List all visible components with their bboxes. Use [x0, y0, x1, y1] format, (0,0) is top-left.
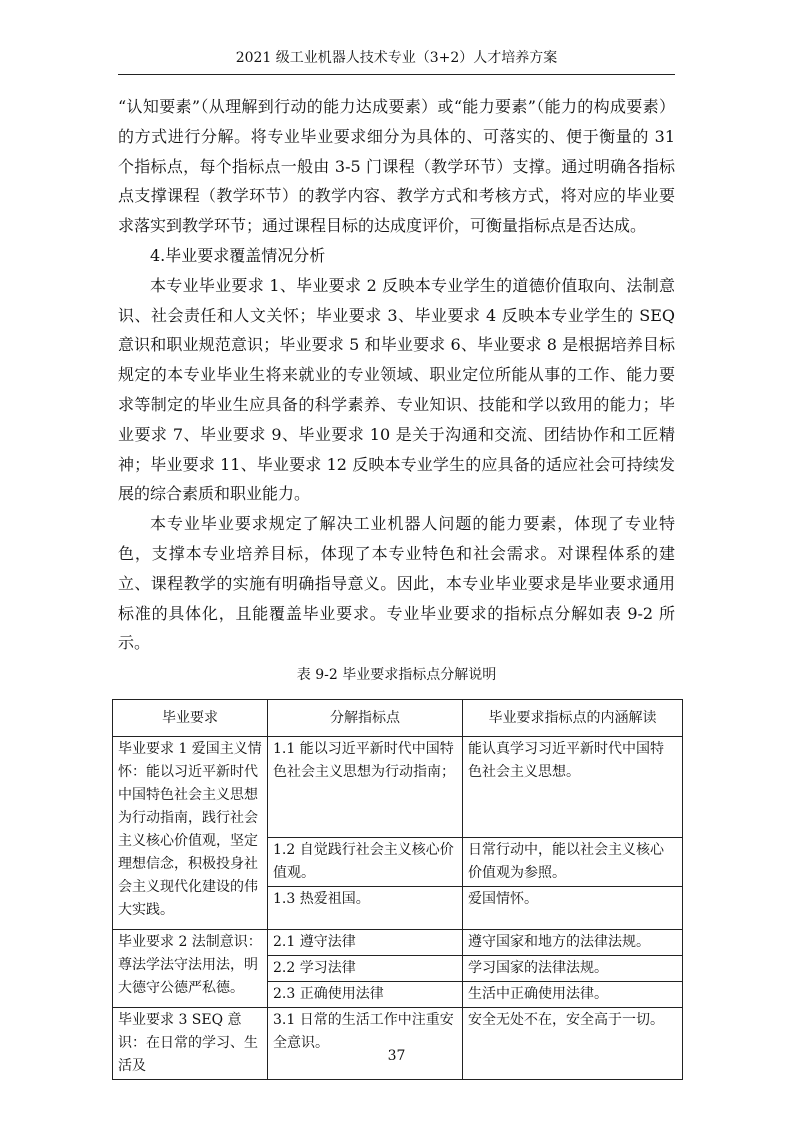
indicator-cell: 1.1 能以习近平新时代中国特色社会主义思想为行动指南； [268, 737, 463, 838]
requirement-cell: 毕业要求 2 法制意识：尊法学法守法用法，明大德守公德严私德。 [113, 930, 268, 1008]
table-row [113, 737, 683, 838]
table-row [113, 1008, 683, 1080]
interpretation-cell: 日常行动中，能以社会主义核心价值观为参照。 [463, 838, 683, 887]
indicator-cell: 1.2 自觉践行社会主义核心价值观。 [268, 838, 463, 887]
requirement-cell: 毕业要求 1 爱国主义情怀：能以习近平新时代中国特色社会主义思想为行动指南，践行社会主义核心价值观，坚定理想信念，积极投身社会主义现代化建设的伟大实践。 [113, 737, 268, 930]
section-heading: 4.毕业要求覆盖情况分析 [150, 245, 326, 265]
column-header-indicator: 分解指标点 [268, 700, 463, 737]
indicator-cell: 2.2 学习法律 [268, 956, 463, 982]
page-number: 37 [387, 1048, 406, 1064]
interpretation-cell: 爱国情怀。 [463, 887, 683, 930]
table-header-row [113, 700, 683, 737]
requirements-table [112, 699, 683, 1080]
indicator-cell: 2.3 正确使用法律 [268, 982, 463, 1008]
paragraph-summary: 本专业毕业要求规定了解决工业机器人问题的能力要素，体现了专业特色，支撑本专业培养目标，体现了本专业特色和社会需求。对课程体系的建立、课程教学的实施有明确指导意义。因此，本专业毕业要求是毕业要求通用标准的具体化，且能覆盖毕业要求。专业毕业要求的指标点分解如表 9-2 所示。 [118, 514, 675, 653]
table-caption: 表 9-2 毕业要求指标点分解说明 [296, 667, 497, 683]
interpretation-cell: 遵守国家和地方的法律法规。 [463, 930, 683, 956]
table-row [113, 930, 683, 956]
requirement-cell: 毕业要求 3 SEQ 意识：在日常的学习、生活及 [113, 1008, 268, 1080]
paragraph-coverage: 本专业毕业要求 1、毕业要求 2 反映本专业学生的道德价值取向、法制意识、社会责任和人文关怀；毕业要求 3、毕业要求 4 反映本专业学生的 SEQ 意识和职业规范意识；毕业要求 5 和毕业要求 6、毕业要求 8 是根据培养目标规定的本专业毕业生将来就业的专业领域、职业定位所能从事的工作、能力要求等制定的毕业生应具备的科学素养、专业知识、技能和学以致用的能力；毕业要求 7、毕业要求 9、毕业要求 10 是关于沟通和交流、团结协作和工匠精神；毕业要求 11、毕业要求 12 反映本专业学生的应具备的适应社会可持续发展的综合素质和职业能力。 [118, 275, 675, 504]
paragraph-decomposition: “认知要素”（从理解到行动的能力达成要素）或“能力要素”（能力的构成要素）的方式进行分解。将专业毕业要求细分为具体的、可落实的、便于衡量的 31 个指标点，每个指标点一般由 3-5 门课程（教学环节）支撑。通过明确各指标点支撑课程（教学环节）的教学内容、教学方式和考核方式，将对应的毕业要求落实到教学环节；通过课程目标的达成度评价，可衡量指标点是否达成。 [118, 97, 675, 236]
interpretation-cell: 生活中正确使用法律。 [463, 982, 683, 1008]
indicator-cell: 2.1 遵守法律 [268, 930, 463, 956]
header-divider [118, 74, 675, 75]
interpretation-cell: 安全无处不在，安全高于一切。 [463, 1008, 683, 1080]
page-header: 2021 级工业机器人技术专业（3+2）人才培养方案 [235, 50, 558, 66]
interpretation-cell: 能认真学习习近平新时代中国特色社会主义思想。 [463, 737, 683, 838]
interpretation-cell: 学习国家的法律法规。 [463, 956, 683, 982]
indicator-cell: 1.3 热爱祖国。 [268, 887, 463, 930]
indicator-cell: 3.1 日常的生活工作中注重安全意识。 [268, 1008, 463, 1080]
body-text [118, 92, 675, 658]
column-header-requirement: 毕业要求 [113, 700, 268, 737]
column-header-interpretation: 毕业要求指标点的内涵解读 [463, 700, 683, 737]
